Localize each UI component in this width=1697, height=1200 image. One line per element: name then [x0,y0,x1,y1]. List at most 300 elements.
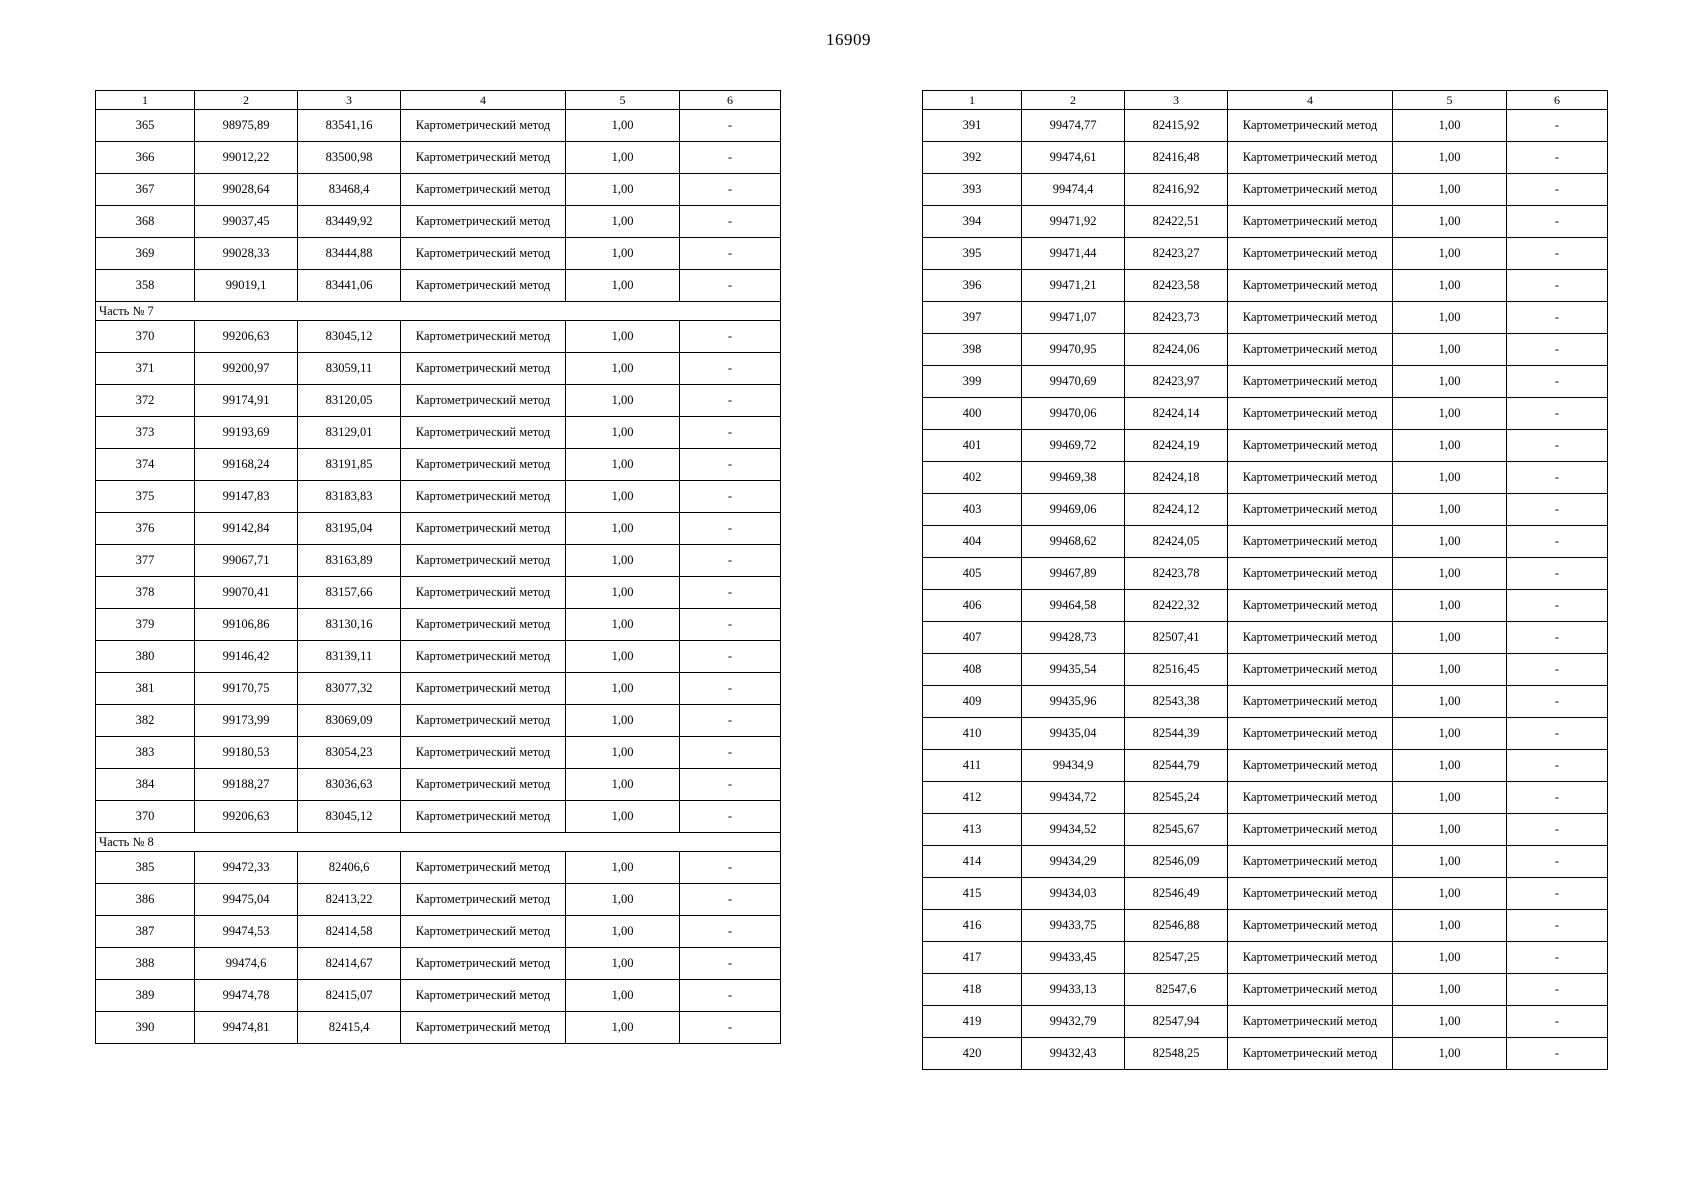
table-cell: 82546,88 [1125,910,1228,942]
table-row [923,270,1608,302]
table-cell: 413 [923,814,1022,846]
table-cell: - [1507,430,1608,462]
table-cell: Картометрический метод [1228,686,1393,718]
table-cell: 1,00 [1393,398,1507,430]
table-cell: 82423,73 [1125,302,1228,334]
table-cell: 401 [923,430,1022,462]
table-cell: 408 [923,654,1022,686]
column-header: 4 [1228,91,1393,110]
column-header: 6 [680,91,781,110]
table-cell: 402 [923,462,1022,494]
table-cell: - [680,270,781,302]
table-cell: 1,00 [566,449,680,481]
table-cell: 83077,32 [298,673,401,705]
table-cell: 1,00 [1393,334,1507,366]
table-cell: - [1507,782,1608,814]
table-cell: 1,00 [566,110,680,142]
table-cell: 82544,79 [1125,750,1228,782]
table-cell: Картометрический метод [401,577,566,609]
table-cell: 82406,6 [298,852,401,884]
table-cell: Картометрический метод [1228,526,1393,558]
table-cell: 82422,51 [1125,206,1228,238]
table-cell: 99472,33 [195,852,298,884]
table-row [923,1038,1608,1070]
table-cell: 82424,18 [1125,462,1228,494]
table-cell: 82507,41 [1125,622,1228,654]
table-cell: 99432,79 [1022,1006,1125,1038]
table-cell: 393 [923,174,1022,206]
table-cell: 1,00 [566,385,680,417]
table-cell: Картометрический метод [1228,718,1393,750]
table-cell: 99469,38 [1022,462,1125,494]
table-cell: 82415,4 [298,1012,401,1044]
table-cell: 82516,45 [1125,654,1228,686]
column-header: 2 [195,91,298,110]
table-cell: 1,00 [566,641,680,673]
table-cell: Картометрический метод [401,641,566,673]
column-header: 5 [1393,91,1507,110]
table-cell: Картометрический метод [1228,846,1393,878]
table-cell: 83183,83 [298,481,401,513]
table-cell: Картометрический метод [1228,558,1393,590]
table-cell: 99434,29 [1022,846,1125,878]
table-cell: - [1507,526,1608,558]
table-cell: 99474,6 [195,948,298,980]
column-header: 1 [96,91,195,110]
table-cell: 370 [96,321,195,353]
table-cell: - [1507,878,1608,910]
table-cell: - [680,321,781,353]
table-cell: 383 [96,737,195,769]
table-cell: 83045,12 [298,321,401,353]
table-cell: Картометрический метод [1228,878,1393,910]
table-cell: 406 [923,590,1022,622]
table-cell: 1,00 [1393,110,1507,142]
table-row [923,302,1608,334]
table-cell: 82543,38 [1125,686,1228,718]
table-cell: 370 [96,801,195,833]
table-row [96,852,781,884]
table-row [923,590,1608,622]
table-cell: 373 [96,417,195,449]
table-cell: Картометрический метод [1228,430,1393,462]
table-cell: 399 [923,366,1022,398]
table-cell: 1,00 [566,513,680,545]
table-cell: Картометрический метод [401,353,566,385]
table-cell: - [680,916,781,948]
table-cell: 82424,05 [1125,526,1228,558]
table-cell: 83045,12 [298,801,401,833]
table-cell: 1,00 [1393,718,1507,750]
table-cell: 1,00 [1393,366,1507,398]
table-cell: 1,00 [566,417,680,449]
table-cell: - [1507,366,1608,398]
table-cell: - [680,801,781,833]
table-cell: 99469,06 [1022,494,1125,526]
table-cell: 1,00 [1393,558,1507,590]
table-row [96,737,781,769]
table-cell: - [680,980,781,1012]
table-cell: Картометрический метод [401,980,566,1012]
table-cell: 1,00 [566,769,680,801]
table-cell: 358 [96,270,195,302]
table-cell: 82424,06 [1125,334,1228,366]
table-cell: Картометрический метод [1228,910,1393,942]
table-cell: - [680,385,781,417]
table-cell: 99475,04 [195,884,298,916]
table-cell: 389 [96,980,195,1012]
table-row [923,814,1608,846]
table-row [96,449,781,481]
table-row [96,270,781,302]
table-cell: 99474,61 [1022,142,1125,174]
table-cell: - [1507,622,1608,654]
table-row [923,174,1608,206]
table-cell: Картометрический метод [1228,1006,1393,1038]
table-cell: 99474,4 [1022,174,1125,206]
table-cell: 1,00 [1393,750,1507,782]
table-cell: 1,00 [566,948,680,980]
table-cell: 371 [96,353,195,385]
table-cell: 83444,88 [298,238,401,270]
table-cell: Картометрический метод [401,481,566,513]
table-cell: 1,00 [566,577,680,609]
table-cell: 409 [923,686,1022,718]
table-row [96,801,781,833]
table-cell: - [1507,1006,1608,1038]
table-cell: - [680,948,781,980]
table-cell: 1,00 [1393,302,1507,334]
column-header: 1 [923,91,1022,110]
table-cell: 83120,05 [298,385,401,417]
table-cell: 99037,45 [195,206,298,238]
table-cell: 417 [923,942,1022,974]
table-cell: 99434,72 [1022,782,1125,814]
table-cell: 1,00 [566,673,680,705]
table-cell: 391 [923,110,1022,142]
table-cell: - [680,238,781,270]
table-row [923,942,1608,974]
table-cell: 83036,63 [298,769,401,801]
table-cell: 99173,99 [195,705,298,737]
table-cell: 1,00 [566,545,680,577]
table-cell: 1,00 [1393,270,1507,302]
table-cell: 381 [96,673,195,705]
table-cell: 82547,94 [1125,1006,1228,1038]
table-cell: 99470,06 [1022,398,1125,430]
table-cell: 404 [923,526,1022,558]
table-cell: 1,00 [1393,942,1507,974]
table-cell: 83130,16 [298,609,401,641]
table-cell: Картометрический метод [401,737,566,769]
table-cell: 99200,97 [195,353,298,385]
table-cell: 99471,21 [1022,270,1125,302]
table-cell: 1,00 [1393,622,1507,654]
table-cell: 99433,13 [1022,974,1125,1006]
table-cell: 1,00 [566,270,680,302]
table-cell: - [1507,462,1608,494]
table-cell: 1,00 [566,609,680,641]
table-row [923,238,1608,270]
table-cell: 398 [923,334,1022,366]
table-cell: 1,00 [1393,878,1507,910]
table-row [923,526,1608,558]
table-cell: 1,00 [1393,654,1507,686]
table-cell: Картометрический метод [401,852,566,884]
table-cell: 99474,77 [1022,110,1125,142]
table-cell: 1,00 [1393,1038,1507,1070]
table-row [96,545,781,577]
table-cell: 99471,92 [1022,206,1125,238]
table-cell: Картометрический метод [1228,494,1393,526]
table-cell: 99471,44 [1022,238,1125,270]
table-cell: 1,00 [566,852,680,884]
table-cell: 1,00 [566,353,680,385]
table-cell: Картометрический метод [401,417,566,449]
table-cell: 1,00 [1393,782,1507,814]
table-cell: Картометрический метод [1228,302,1393,334]
section-row [96,833,781,852]
table-cell: 83139,11 [298,641,401,673]
table-row [96,385,781,417]
table-cell: Картометрический метод [1228,110,1393,142]
table-cell: 99028,33 [195,238,298,270]
table-cell: 82424,12 [1125,494,1228,526]
table-cell: 99428,73 [1022,622,1125,654]
table-cell: 1,00 [1393,1006,1507,1038]
table-cell: 99471,07 [1022,302,1125,334]
table-cell: Картометрический метод [1228,174,1393,206]
table-cell: - [680,174,781,206]
table-cell: - [680,577,781,609]
table-cell: - [1507,494,1608,526]
table-cell: 385 [96,852,195,884]
table-row [923,206,1608,238]
table-cell: 1,00 [566,884,680,916]
table-row [96,673,781,705]
table-cell: 82547,6 [1125,974,1228,1006]
table-cell: 83129,01 [298,417,401,449]
table-cell: 416 [923,910,1022,942]
table-row [923,750,1608,782]
table-cell: Картометрический метод [1228,942,1393,974]
table-cell: Картометрический метод [1228,238,1393,270]
table-row [923,718,1608,750]
table-cell: 83191,85 [298,449,401,481]
table-cell: 379 [96,609,195,641]
table-cell: 365 [96,110,195,142]
table-row [96,417,781,449]
table-cell: - [1507,974,1608,1006]
table-cell: 397 [923,302,1022,334]
table-cell: 82423,58 [1125,270,1228,302]
table-cell: 99474,53 [195,916,298,948]
table-cell: 382 [96,705,195,737]
table-cell: Картометрический метод [401,673,566,705]
table-cell: 1,00 [1393,462,1507,494]
table-cell: 83449,92 [298,206,401,238]
table-cell: - [1507,718,1608,750]
table-cell: 1,00 [1393,494,1507,526]
column-header: 3 [1125,91,1228,110]
table-cell: 1,00 [566,737,680,769]
table-cell: 99435,96 [1022,686,1125,718]
table-cell: 98975,89 [195,110,298,142]
table-cell: Картометрический метод [401,705,566,737]
table-cell: 99012,22 [195,142,298,174]
table-cell: - [680,417,781,449]
table-cell: 82546,49 [1125,878,1228,910]
table-cell: 82546,09 [1125,846,1228,878]
table-cell: Картометрический метод [401,385,566,417]
table-cell: 82548,25 [1125,1038,1228,1070]
table-cell: Картометрический метод [401,948,566,980]
table-cell: 405 [923,558,1022,590]
table-cell: Картометрический метод [1228,654,1393,686]
table-cell: - [1507,110,1608,142]
table-cell: 83468,4 [298,174,401,206]
table-cell: 1,00 [1393,846,1507,878]
table-cell: 82416,48 [1125,142,1228,174]
table-cell: Картометрический метод [1228,142,1393,174]
table-cell: - [680,673,781,705]
table-cell: 1,00 [1393,974,1507,1006]
table-cell: Картометрический метод [401,545,566,577]
table-cell: Картометрический метод [401,449,566,481]
table-cell: - [680,481,781,513]
table-cell: Картометрический метод [401,238,566,270]
table-cell: 1,00 [1393,526,1507,558]
table-cell: 83059,11 [298,353,401,385]
table-cell: 1,00 [1393,238,1507,270]
table-row [96,884,781,916]
table-cell: 1,00 [566,481,680,513]
table-row [923,462,1608,494]
table-row [923,1006,1608,1038]
table-cell: Картометрический метод [401,801,566,833]
table-cell: 1,00 [566,801,680,833]
table-cell: 99142,84 [195,513,298,545]
table-cell: - [1507,270,1608,302]
table-row [96,513,781,545]
table-cell: 99146,42 [195,641,298,673]
table-cell: 99434,52 [1022,814,1125,846]
table-cell: - [1507,846,1608,878]
table-cell: - [680,1012,781,1044]
table-cell: Картометрический метод [401,142,566,174]
table-row [96,238,781,270]
table-cell: 366 [96,142,195,174]
table-cell: 82415,07 [298,980,401,1012]
table-row [923,366,1608,398]
table-cell: - [1507,238,1608,270]
table-cell: - [680,705,781,737]
table-row [923,494,1608,526]
table-cell: 99434,03 [1022,878,1125,910]
table-cell: - [680,737,781,769]
table-cell: Картометрический метод [401,916,566,948]
table-cell: Картометрический метод [401,321,566,353]
table-row [96,481,781,513]
table-cell: 99070,41 [195,577,298,609]
table-cell: 99474,78 [195,980,298,1012]
table-cell: 83195,04 [298,513,401,545]
table-cell: 1,00 [566,174,680,206]
table-cell: 420 [923,1038,1022,1070]
table-cell: Картометрический метод [401,513,566,545]
table-cell: - [680,513,781,545]
table-cell: 82416,92 [1125,174,1228,206]
table-cell: 99170,75 [195,673,298,705]
table-cell: - [680,110,781,142]
table-cell: 375 [96,481,195,513]
table-row [96,174,781,206]
column-header: 4 [401,91,566,110]
table-cell: 83441,06 [298,270,401,302]
table-row [923,654,1608,686]
table-row [96,577,781,609]
table-cell: 99432,43 [1022,1038,1125,1070]
table-cell: Картометрический метод [1228,1038,1393,1070]
table-cell: 419 [923,1006,1022,1038]
table-cell: - [1507,654,1608,686]
table-cell: 1,00 [566,980,680,1012]
table-cell: - [1507,558,1608,590]
table-cell: - [1507,174,1608,206]
table-cell: 82545,24 [1125,782,1228,814]
table-cell: Картометрический метод [1228,974,1393,1006]
table-cell: 1,00 [1393,814,1507,846]
table-cell: 99206,63 [195,801,298,833]
table-cell: 1,00 [1393,430,1507,462]
table-cell: 82422,32 [1125,590,1228,622]
table-cell: 386 [96,884,195,916]
table-cell: Картометрический метод [401,769,566,801]
table-row [96,142,781,174]
table-cell: 1,00 [1393,910,1507,942]
table-cell: Картометрический метод [1228,366,1393,398]
table-cell: 99067,71 [195,545,298,577]
table-cell: 82423,27 [1125,238,1228,270]
table-cell: 82414,58 [298,916,401,948]
table-cell: - [680,609,781,641]
table-row [96,1012,781,1044]
table-row [923,782,1608,814]
table-cell: 392 [923,142,1022,174]
table-cell: 83069,09 [298,705,401,737]
table-row [923,622,1608,654]
table-cell: 99019,1 [195,270,298,302]
table-cell: 1,00 [1393,590,1507,622]
table-row [923,110,1608,142]
table-row [96,769,781,801]
table-row [96,705,781,737]
table-cell: 367 [96,174,195,206]
section-label: Часть № 7 [96,302,781,321]
table-cell: Картометрический метод [1228,750,1393,782]
table-cell: - [1507,814,1608,846]
table-cell: 99474,81 [195,1012,298,1044]
coordinates-table-left [95,90,781,1044]
table-cell: Картометрический метод [1228,270,1393,302]
table-cell: 99188,27 [195,769,298,801]
column-header: 2 [1022,91,1125,110]
table-cell: - [680,884,781,916]
table-cell: Картометрический метод [401,174,566,206]
column-header: 3 [298,91,401,110]
table-cell: Картометрический метод [1228,782,1393,814]
table-cell: 83541,16 [298,110,401,142]
